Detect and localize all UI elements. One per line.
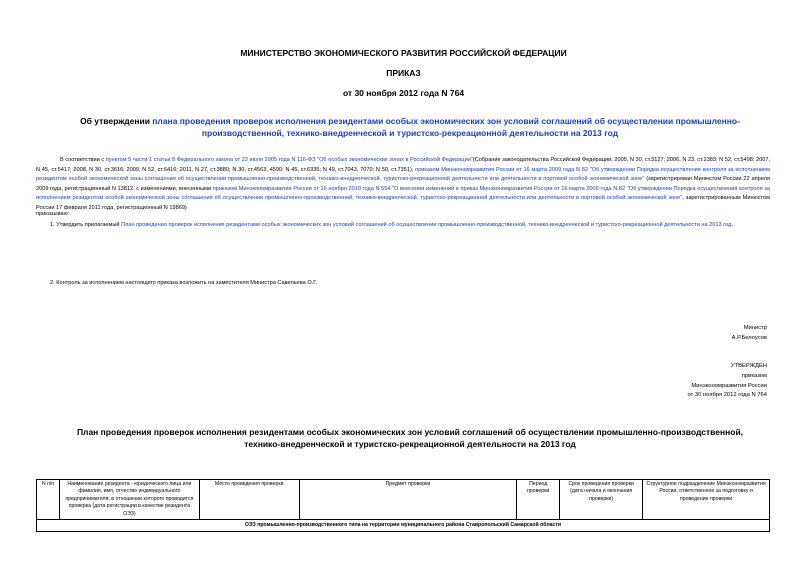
- approval-line-3: Минэкономразвития России: [691, 382, 767, 389]
- table-header-cell: Структурное подразделение Минэкономразвития России, ответственное за подготовку и проведение проверки: [643, 480, 770, 520]
- table-section-heading: ОЭЗ промышленно-производственного типа на территории муниципального района Ставропольский Самарской области: [37, 520, 770, 532]
- document-title: [80, 115, 740, 139]
- preamble-text-2: (Собрание законодательства Российской Федерации, 2005, N 30, ст.3127; 2006, N 23, ст.2383; N 52, ст.5498; 2007, N 45, ст.5417; 2008, N 30, ст.3616; 2009, N 52, ст.6416; 2011, N 27, ст.3880; N 30, ст.4563, 4590; N 45, ст.6335; N 49, ст.7043, 7070; N 50, ст.7351),: [36, 157, 770, 173]
- document-title-prefix: Об утверждении: [80, 116, 153, 126]
- document-type: ПРИКАЗ: [386, 68, 421, 78]
- order-item-2: 2. Контроль за исполнением настоящего приказа возложить на заместителя Министра Савельева О.Г.: [50, 280, 318, 286]
- preamble-text-1: В соответствии с: [60, 157, 106, 163]
- table-header-cell: Место проведения проверки: [199, 480, 299, 520]
- plan-title: План проведения проверок исполнения резидентами особых экономических зон условий соглашений об осуществлении промышленно-производственной, технико-внедренческой и туристско-рекреационной деятельности на 2013 год: [76, 427, 744, 449]
- order-word: приказываю:: [36, 211, 70, 217]
- plan-link[interactable]: План проведения проверок исполнения резидентами особых экономических зон условий соглашений об осуществлении промышленно-производственной, технико-внедренческой и туристско-рекреационной деятельности на 2013 год: [121, 222, 732, 228]
- preamble-text-4: , зарегистрированным Минюстом России 17 февраля 2011 года, регистрационный N 19869): [36, 195, 770, 211]
- approval-stamp: [688, 362, 768, 401]
- preamble-order-554-link[interactable]: приказом Минэкономразвития России от 16 ноября 2010 года N 554 "О внесении изменений в приказ Минэкономразвития России от 16 марта 2009 года N 82 "Об утверждении Порядка осуществления контроля за исполнением резидентом особой экономической зоны соглашения об осуществлении промышленно-производственной, технико-внедренческой, туристско-рекреационной деятельности или деятельности в портовой особой экономической зоне": [36, 185, 771, 202]
- document-date-number: от 30 ноября 2012 года N 764: [342, 88, 465, 98]
- order-item-1-text: 1. Утвердить прилагаемый: [50, 222, 122, 228]
- order-item-1: [36, 221, 770, 231]
- preamble-paragraph: [36, 156, 770, 214]
- table-header-cell: Предмет проверки: [299, 480, 517, 520]
- table-header-cell: Срок проведения проверки (дата начала и окончания проверки): [560, 480, 643, 520]
- signature-name: А.Р.Белоусов: [731, 335, 767, 341]
- ministry-name: МИНИСТЕРСТВО ЭКОНОМИЧЕСКОГО РАЗВИТИЯ РОССИЙСКОЙ ФЕДЕРАЦИИ: [240, 48, 567, 58]
- preamble-text-3: (зарегистрирован Минюстом России 22 апреля 2009 года, регистрационный N 13812, с изменениями, внесенными: [36, 176, 770, 192]
- document-title-link[interactable]: плана проведения проверок исполнения резидентами особых экономических зон условий соглашений об осуществлении промышленно-производственной, технико-внедренческой и туристско-рекреационной деятельности на 2013 год: [152, 116, 740, 138]
- order-item-1-end: .: [731, 222, 733, 228]
- signature-block: [732, 323, 767, 343]
- table-row: [37, 520, 770, 532]
- table-header-cell: Наименование резидента - юридического лица или фамилия, имя, отчество индивидуального предпринимателя, в отношении которого проводится проверка (дата регистрации в качестве резидента ОЭЗ): [59, 480, 199, 520]
- plan-table: [36, 479, 770, 532]
- approval-line-2: приказом: [741, 372, 767, 379]
- preamble-order-82-link[interactable]: приказом Минэкономразвития России от 16 марта 2009 года N 82 "Об утверждении Порядка осуществления контроля за исполнением резидентом особой экономической зоны соглашения об осуществлении промышленно-производственной, технико-внедренческой, туристско-рекреационной деятельности или деятельности в портовой особой экономической зоне": [36, 166, 770, 183]
- table-header-cell: N п/п: [37, 480, 60, 520]
- signature-role: Министр: [743, 325, 767, 331]
- table-header-cell: Период проверки: [517, 480, 560, 520]
- approval-line-1: УТВЕРЖДЕН: [730, 363, 767, 369]
- table-header-row: [37, 480, 770, 520]
- approval-line-4: от 30 ноября 2012 года N 764: [687, 392, 767, 399]
- preamble-law-link[interactable]: пунктом 5 части 1 статьи 8 Федерального закона от 22 июля 2005 года N 116-ФЗ "Об особых экономических зонах в Российской Федерации": [105, 157, 473, 163]
